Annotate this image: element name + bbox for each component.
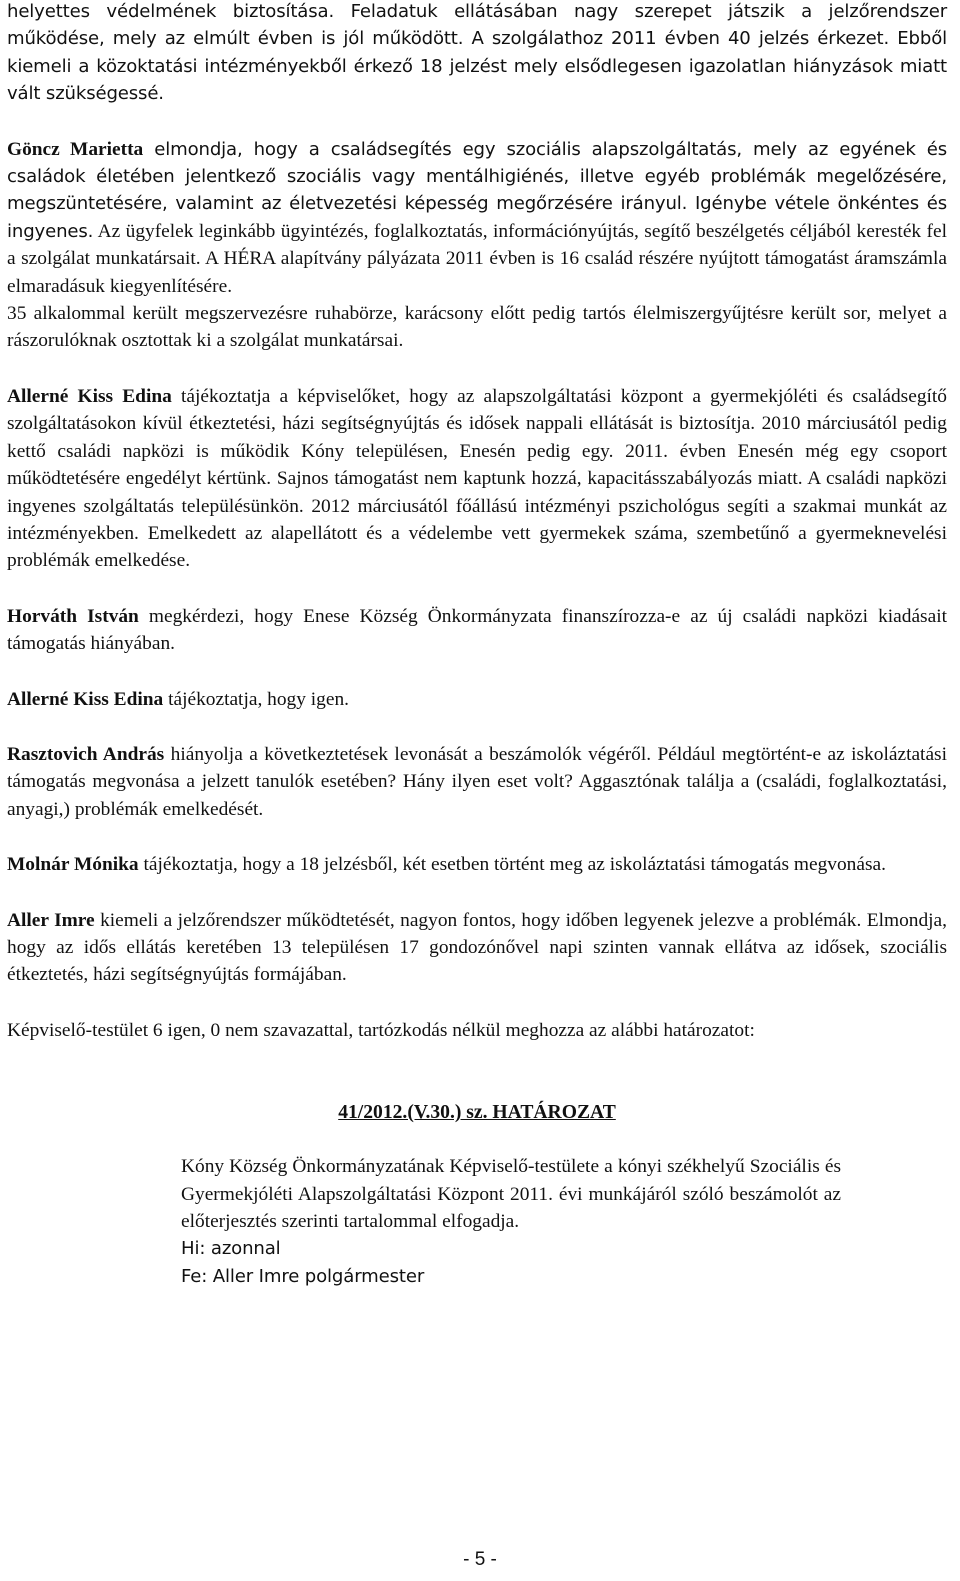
horvath-text: megkérdezi, hogy Enese Község Önkormányzata finanszírozza-e az új családi napközi kiadásait támogatás hiányában. [7,605,947,655]
goncz-text-sans: elmondja, hogy a családsegítés egy szociális alapszolgáltatás, mely az egyének és családok életében jelentkező szociális vagy mentálhigiénés, illetve egyéb problémák megelőzésére, megszüntetésére, valamint az életvezetési képesség megőrzésére irányul. Igénybe vétele önkéntes és ingyenes. [7,138,947,242]
horvath-paragraph [7,603,947,658]
speaker-name: Göncz Marietta [7,138,144,160]
goncz-text-serif: Az ügyfelek leginkább ügyintézés, foglalkoztatás, információnyújtás, segítő beszélgetés céljából keresték fel a szolgálat munkatársait. A HÉRA alapítvány pályázata 2011 évben is 16 család részére nyújtott támogatást áramszámla elmaradásuk kiegyenlítésére. [7,220,947,297]
document-page [7,0,947,1290]
speaker-name: Allerné Kiss Edina [7,688,164,710]
speaker-name: Molnár Mónika [7,854,139,876]
resolution-responsible: Fe: Aller Imre polgármester [181,1265,425,1287]
paragraph-gap [7,658,947,686]
speaker-name: Rasztovich András [7,743,165,765]
paragraph-gap [7,1126,947,1153]
resolution-body [181,1153,841,1290]
molnar-paragraph [7,851,947,878]
intro-paragraph: helyettes védelmének biztosítása. Feladatuk ellátásában nagy szerepet játszik a jelzőrendszer működése, mely az elmúlt évben is jól működött. A szolgálathoz 2011 évben 40 jelzés érkezet. Ebből kiemeli a közoktatási intézményekből érkező 18 jelzést mely elsődlegesen igazolatlan hiányzások miatt vált szükségessé. [7,1,947,105]
paragraph-gap [7,355,947,383]
allerne-text-2: tájékoztatja, hogy igen. [163,688,349,710]
resolution-title: 41/2012.(V.30.) sz. HATÁROZAT [338,1102,616,1124]
resolution-text: Kóny Község Önkormányzatának Képviselő-testülete a kónyi székhelyű Szociális és Gyermekjóléti Alapszolgáltatási Központ 2011. évi munkájáról szóló beszámolót az előterjesztés szerinti tartalommal elfogadja. [181,1156,841,1232]
paragraph-gap [7,1044,947,1072]
speaker-name: Aller Imre [7,909,95,931]
page-number: - 5 - [463,1549,497,1570]
paragraph-gap [7,1072,947,1099]
paragraph-gap [7,108,947,136]
goncz-paragraph [7,136,947,300]
vote-paragraph: Képviselő-testület 6 igen, 0 nem szavazattal, tartózkodás nélkül meghozza az alábbi határozatot: [7,1019,755,1041]
resolution-deadline: Hi: azonnal [181,1238,281,1260]
allerne-paragraph-1 [7,383,947,575]
goncz-paragraph-2: 35 alkalommal került megszervezésre ruhabörze, karácsony előtt pedig tartós élelmiszergyűjtésre került sor, melyet a rászorulóknak osztottak ki a szolgálat munkatársai. [7,303,947,352]
speaker-name: Allerné Kiss Edina [7,385,172,407]
molnar-text: tájékoztatja, hogy a 18 jelzésből, két esetben történt meg az iskoláztatási támogatás megvonása. [138,854,886,876]
allerne-text-1: tájékoztatja a képviselőket, hogy az alapszolgáltatási központ a gyermekjóléti és családsegítő szolgáltatásokon kívül étkeztetési, házi segítségnyújtás és idősek nappali ellátását is biztosítja. 2010 márciusától pedig kettő családi napközi is működik Kóny településen, Enesén pedig egy. 2011. évben Enesén még egy csoport működtetésére engedélyt kértünk. Sajnos támogatást nem kaptunk hozzá, kapacitásszabályozás miatt. A családi napközi ingyenes szolgáltatás településünkön. 2012 márciusától főállású intézményi pszichológus segíti a szakmai munkát az intézményekben. Emelkedett az alapellátott és a védelembe vett gyermekek száma, szembetűnő a gyermeknevelési problémák emelkedése. [7,385,947,572]
aller-text: kiemeli a jelzőrendszer működtetését, nagyon fontos, hogy időben legyenek jelezve a problémák. Elmondja, hogy az idős ellátás keretében 13 településen 17 gondozónővel napi szinten vannak ellátva az idősek, szociális étkeztetés, házi segítségnyújtás formájában. [7,909,947,986]
paragraph-gap [7,575,947,603]
paragraph-gap [7,989,947,1017]
paragraph-gap [7,713,947,741]
rasztovich-paragraph [7,741,947,823]
speaker-name: Horváth István [7,605,139,627]
rasztovich-text: hiányolja a következtetések levonását a beszámolók végéről. Például megtörtént-e az iskoláztatási támogatás megvonása a jelzett tanulók esetében? Hány ilyen eset volt? Aggasztónak találja a (családi, foglalkoztatási, anyagi,) problémák emelkedését. [7,743,947,820]
aller-paragraph [7,907,947,989]
allerne-paragraph-2 [7,686,947,713]
paragraph-gap [7,879,947,907]
paragraph-gap [7,823,947,851]
